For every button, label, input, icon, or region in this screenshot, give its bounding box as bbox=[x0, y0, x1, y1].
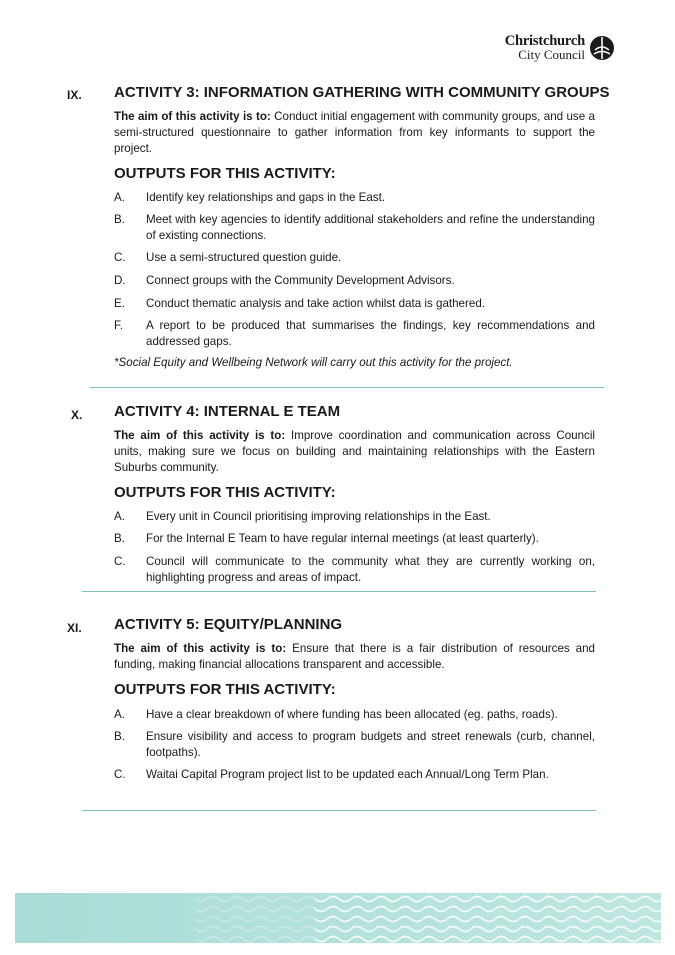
item-letter: A. bbox=[114, 191, 125, 204]
aim-text: Ensure that there is a fair distribution of resources and funding, making financial allocations transparent and accessible. bbox=[114, 642, 595, 671]
section-title: ACTIVITY 3: INFORMATION GATHERING WITH COMMUNITY GROUPS bbox=[114, 84, 610, 101]
aim-paragraph bbox=[114, 428, 595, 476]
aim-text: Conduct initial engagement with community groups, and use a semi-structured questionnaire to gather information from key informants to support the project. bbox=[114, 110, 595, 155]
section-divider bbox=[82, 810, 596, 811]
outputs-heading: OUTPUTS FOR THIS ACTIVITY: bbox=[114, 484, 336, 501]
item-text: Waitai Capital Program project list to be updated each Annual/Long Term Plan. bbox=[146, 768, 549, 781]
item-letter: B. bbox=[114, 730, 125, 743]
item-letter: C. bbox=[114, 251, 126, 264]
aim-text: Improve coordination and communication across Council units, making sure we focus on building and maintaining relationships with the Eastern Suburbs community. bbox=[114, 429, 595, 474]
item-text: Every unit in Council prioritising improving relationships in the East. bbox=[146, 510, 491, 523]
section-numeral: XI. bbox=[67, 621, 82, 635]
item-text: Use a semi-structured question guide. bbox=[146, 251, 342, 264]
wave-pattern-band bbox=[15, 893, 661, 943]
outputs-heading: OUTPUTS FOR THIS ACTIVITY: bbox=[114, 681, 336, 698]
item-text: Have a clear breakdown of where funding has been allocated (eg. paths, roads). bbox=[146, 708, 558, 721]
section-numeral: X. bbox=[71, 408, 83, 422]
item-text: A report to be produced that summarises the findings, key recommendations and addressed gaps. bbox=[146, 319, 595, 348]
aim-label: The aim of this activity is to: bbox=[114, 110, 271, 123]
item-text: Connect groups with the Community Development Advisors. bbox=[146, 274, 455, 287]
item-text: Identify key relationships and gaps in the East. bbox=[146, 191, 386, 204]
item-letter: F. bbox=[114, 319, 124, 332]
item-letter: C. bbox=[114, 555, 126, 568]
item-letter: A. bbox=[114, 510, 125, 523]
council-logo bbox=[505, 34, 615, 62]
section-divider bbox=[82, 591, 596, 592]
aim-label: The aim of this activity is to: bbox=[114, 429, 286, 442]
item-letter: B. bbox=[114, 213, 125, 226]
item-letter: E. bbox=[114, 297, 125, 310]
logo-line-1: Christchurch bbox=[504, 33, 585, 49]
item-text: Council will communicate to the community what they are currently working on, highlighting progress and areas of impact. bbox=[146, 555, 595, 584]
logo-line-2: City Council bbox=[518, 47, 585, 62]
item-letter: D. bbox=[114, 274, 126, 287]
item-letter: B. bbox=[114, 532, 125, 545]
item-letter: C. bbox=[114, 768, 126, 781]
item-letter: A. bbox=[114, 708, 125, 721]
aim-paragraph bbox=[114, 109, 595, 157]
section-title: ACTIVITY 5: EQUITY/PLANNING bbox=[114, 616, 343, 633]
item-text: Conduct thematic analysis and take action whilst data is gathered. bbox=[146, 297, 485, 310]
item-text: For the Internal E Team to have regular internal meetings (at least quarterly). bbox=[146, 532, 539, 545]
section-divider bbox=[90, 387, 604, 388]
logo-wordmark bbox=[505, 34, 585, 62]
section-numeral: IX. bbox=[67, 88, 82, 102]
aim-paragraph bbox=[114, 641, 595, 673]
item-text: Ensure visibility and access to program budgets and street renewals (curb, channel, footpaths). bbox=[146, 730, 595, 759]
footnote: *Social Equity and Wellbeing Network will carry out this activity for the project. bbox=[114, 356, 513, 369]
section-title: ACTIVITY 4: INTERNAL E TEAM bbox=[114, 403, 341, 420]
outputs-heading: OUTPUTS FOR THIS ACTIVITY: bbox=[114, 165, 336, 182]
item-text: Meet with key agencies to identify additional stakeholders and refine the understanding of existing connections. bbox=[146, 213, 595, 242]
aim-label: The aim of this activity is to: bbox=[114, 642, 287, 655]
cathedral-icon bbox=[589, 35, 615, 61]
